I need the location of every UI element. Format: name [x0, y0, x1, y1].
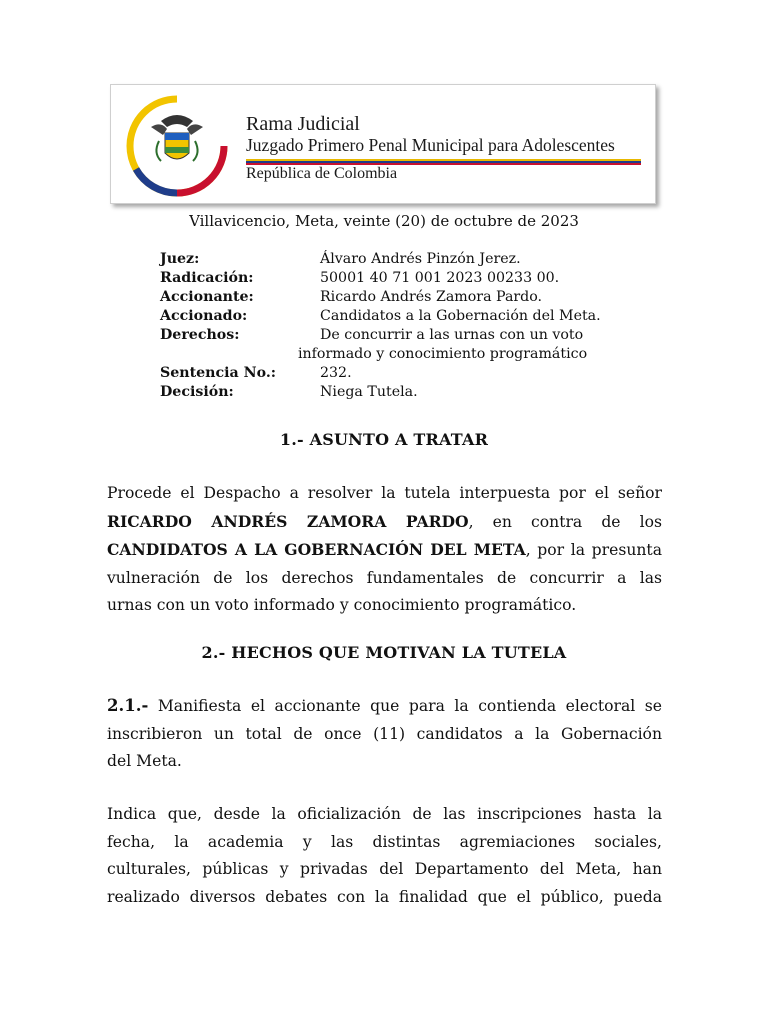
section2-line: fecha, la academia y las distintas agremiaciones sociales, — [107, 832, 662, 851]
section2-paragraph-2 — [107, 801, 662, 911]
accionante-value: Ricardo Andrés Zamora Pardo. — [320, 289, 543, 305]
sentencia-value: 232. — [320, 365, 352, 381]
section2-line: realizado diversos debates con la finalidad que el público, pueda — [107, 887, 662, 906]
letterhead — [110, 84, 656, 204]
radicacion-value: 50001 40 71 001 2023 00233 00. — [320, 270, 560, 286]
section1-heading: 1.- ASUNTO A TRATAR — [279, 430, 489, 449]
accionado-name-bold: CANDIDATOS A LA GOBERNACIÓN DEL META — [107, 540, 526, 559]
accionante-label: Accionante: — [160, 289, 254, 305]
derechos-label: Derechos: — [160, 327, 240, 343]
decision-value: Niega Tutela. — [320, 384, 418, 400]
section1-line: vulneración de los derechos fundamentales de concurrir a las — [107, 568, 662, 587]
section1-text: , en contra de los — [468, 512, 662, 531]
accionado-label: Accionado: — [160, 308, 248, 324]
letterhead-title: Rama Judicial — [246, 113, 360, 135]
section2-text: Manifiesta el accionante que para la contienda electoral se — [148, 697, 662, 715]
city-date: Villavicencio, Meta, veinte (20) de octubre de 2023 — [189, 212, 579, 230]
juez-label: Juez: — [160, 251, 200, 267]
section1-line: Procede el Despacho a resolver la tutela interpuesta por el señor — [107, 484, 662, 502]
section2-line: Indica que, desde la oficialización de las inscripciones hasta la — [107, 805, 662, 823]
letterhead-country: República de Colombia — [246, 165, 398, 182]
derechos-value-line1: De concurrir a las urnas con un voto — [320, 327, 584, 343]
section1-text: , por la presunta — [525, 541, 662, 559]
section2-line: culturales, públicas y privadas del Departamento del Meta, han — [107, 860, 662, 878]
section2-line: inscribieron un total de once (11) candidatos a la Gobernación — [107, 724, 662, 743]
section2-line: del Meta. — [107, 752, 182, 770]
section1-line — [107, 536, 662, 565]
derechos-value-line2: informado y conocimiento programático — [298, 346, 588, 362]
radicacion-label: Radicación: — [160, 270, 254, 286]
section2-paragraph-1 — [107, 692, 662, 776]
section1-line: urnas con un voto informado y conocimiento programático. — [107, 596, 577, 614]
section2-heading: 2.- HECHOS QUE MOTIVAN LA TUTELA — [201, 643, 567, 662]
juez-value: Álvaro Andrés Pinzón Jerez. — [320, 251, 521, 267]
section1-paragraph — [107, 480, 662, 620]
accionante-name-bold: RICARDO ANDRÉS ZAMORA PARDO — [107, 511, 469, 531]
sentencia-label: Sentencia No.: — [160, 365, 277, 381]
colombia-coat-of-arms-seal — [121, 91, 233, 197]
paragraph-number: 2.1.- — [107, 696, 149, 715]
decision-label: Decisión: — [160, 384, 234, 400]
accionado-value: Candidatos a la Gobernación del Meta. — [320, 308, 601, 324]
section2-line — [107, 692, 662, 721]
section1-line — [107, 508, 662, 537]
letterhead-court-name: Juzgado Primero Penal Municipal para Adolescentes — [246, 135, 615, 155]
